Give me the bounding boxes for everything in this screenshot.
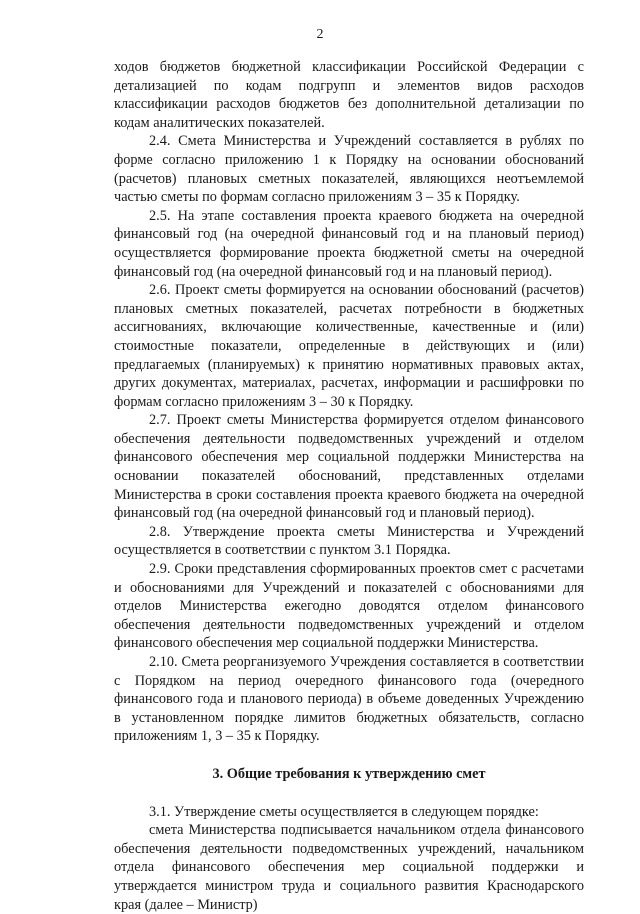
paragraph-2-4: 2.4. Смета Министерства и Учреждений составляется в рублях по форме согласно приложению 1 к Порядку на основании обоснований (расчетов) плановых сметных показателей, являющихся неотъемлемой частью сметы по формам согласно приложениям 3 – 35 к Порядку. <box>114 133 584 206</box>
paragraph-3-1: 3.1. Утверждение сметы осуществляется в следующем порядке: <box>149 803 539 820</box>
paragraph-2-10: 2.10. Смета реорганизуемого Учреждения составляется в соответствии с Порядком на период очередного финансового года (очередного финансового года и планового периода) в объеме доведенных Учреждению в установленном порядке лимитов бюджетных обязательств, согласно приложениям 1, 3 – 35 к Порядку. <box>114 654 584 745</box>
page-number: 2 <box>316 27 324 42</box>
paragraph-3-1-item: смета Министерства подписывается начальником отдела финансового обеспечения деятельности подведомственных учреждений, начальником отдела финансового обеспечения мер социальной поддержки и утверждается министром труда и социального развития Краснодарского края (далее – Министр) <box>114 822 584 913</box>
document-body <box>114 58 584 914</box>
paragraph-2-8: 2.8. Утверждение проекта сметы Министерства и Учреждений осуществляется в соответствии с пунктом 3.1 Порядка. <box>114 523 584 559</box>
section-heading: 3. Общие требования к утверждению смет <box>212 765 486 782</box>
paragraph-2-6: 2.6. Проект сметы формируется на основании обоснований (расчетов) плановых сметных показателей, расчетах потребности в бюджетных ассигнованиях, включающие количественные, качественные и (или) стоимостные показатели, определенные в действующих и (или) предлагаемых (планируемых) к принятию нормативных правовых актах, других документах, материалах, расчетах, информации и расшифровки по формам согласно приложениям 3 – 30 к Порядку. <box>114 282 584 410</box>
paragraph-2-9: 2.9. Сроки представления сформированных проектов смет с расчетами и обоснованиями для Учреждений и показателей с обоснованиями для отделов Министерства ежегодно доводятся отделом финансового обеспечения деятельности подведомственных учреждений и отделом финансового обеспечения мер социальной поддержки Министерства. <box>114 561 584 652</box>
paragraph-2-7: 2.7. Проект сметы Министерства формируется отделом финансового обеспечения деятельности подведомственных учреждений и отделом финансового обеспечения мер социальной поддержки Министерства на основании показателей обоснований, представленных отделами Министерства в сроки составления проекта краевого бюджета на очередной финансовый год (на очередной финансовый год и плановый период). <box>114 412 584 522</box>
paragraph-2-5: 2.5. На этапе составления проекта краевого бюджета на очередной финансовый год (на очередной финансовый год и на плановый период) осуществляется формирование проекта бюджетной сметы на очередной финансовый год (на очередной финансовый год и на плановый период). <box>114 207 584 280</box>
paragraph-continuation: ходов бюджетов бюджетной классификации Российской Федерации с детализацией по кодам подгрупп и элементов видов расходов классификации расходов бюджетов без дополнительной детализации по кодам аналитических показателей. <box>114 59 584 131</box>
